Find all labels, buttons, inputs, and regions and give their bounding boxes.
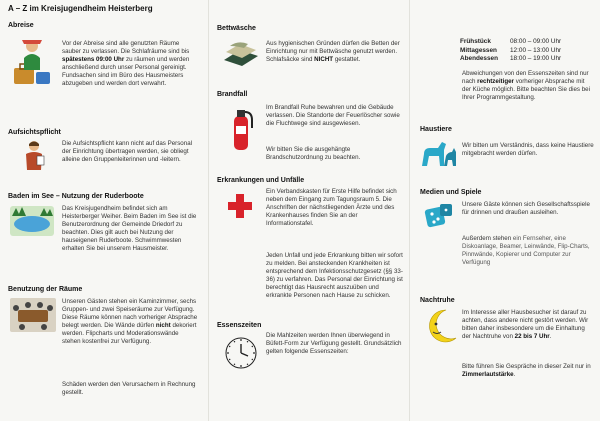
- heading-bettwaesche: Bettwäsche: [217, 25, 256, 32]
- heading-medien: Medien und Spiele: [420, 189, 482, 196]
- text-unfall-melden: Jeden Unfall und jede Erkrankung bitten wir sofort zu melden. Bei ansteckenden Krankheiten ist entsprechend dem Infektionsschutzgesetz (§§ 33-36) zu verfahren. Das Personal der Einrichtung ist berechtigt das Hausrecht auszuüben und erkrankte Personen nach Hause zu schicken.: [266, 252, 403, 299]
- text-abreise-bold: spätestens 09:00 Uhr: [62, 56, 125, 63]
- clock-icon: [224, 336, 258, 370]
- text-medien-geraete-liste: ein Fernseher, eine Diskoanlage, Beamer, Leinwände, Flip-Charts, Pinnwände, Kopierer und Computer zur Verfügung: [462, 235, 590, 266]
- game-dice-icon: [424, 202, 454, 230]
- heading-aufsichtspflicht: Aufsichtspflicht: [8, 129, 61, 136]
- text-raeume-schaeden: Schäden werden den Verursachern in Rechnung gestellt.: [62, 381, 196, 396]
- text-medien-geraete: Außerdem stehen ein Fernseher, eine Diskoanlage, Beamer, Leinwände, Flip-Charts, Pinnwände, Kopierer und Computer zur Verfügung: [462, 235, 590, 266]
- text-abweichungen-bold: rechtzeitiger: [477, 78, 514, 85]
- text-brandschutzordnung: Wir bitten Sie die ausgehängte Brandschutzordnung zu beachten.: [266, 146, 361, 161]
- heading-essenszeiten: Essenszeiten: [217, 322, 262, 329]
- pets-icon: [418, 138, 458, 168]
- text-bettwaesche-bold: NICHT: [314, 56, 334, 63]
- schedule-row: Abendessen 18:00 – 19:00 Uhr: [460, 55, 562, 63]
- first-aid-cross-icon: [226, 192, 254, 220]
- schedule-row: Frühstück 08:00 – 09:00 Uhr: [460, 38, 562, 45]
- heading-nachtruhe: Nachtruhe: [420, 297, 455, 304]
- bedding-icon: [222, 38, 260, 68]
- text-brandfall: Im Brandfall Ruhe bewahren und die Gebäude verlassen. Die Standorte der Feuerlöscher sowie die Fluchtwege sind ausgewiesen.: [266, 104, 400, 127]
- heading-brandfall: Brandfall: [217, 91, 248, 98]
- text-medien-spiele: Unsere Gäste können sich Gesellschaftsspiele für drinnen und draußen ausleihen.: [462, 201, 590, 216]
- text-raeume: Unseren Gästen stehen ein Kaminzimmer, sechs Gruppen- und zwei Speiseräume zur Verfügung. Diese Räume können nach vorheriger Absprache belegt werden. Die Wände dürfen nicht dekoriert werden. Flipcharts und Moderationswände stehen kostenfrei zur Verfügung.: [62, 298, 198, 345]
- fold-line: [409, 0, 410, 421]
- moon-icon: [424, 308, 458, 346]
- fire-extinguisher-icon: [228, 104, 254, 152]
- heading-erkrankungen: Erkrankungen und Unfälle: [217, 177, 305, 184]
- lake-icon: [10, 206, 54, 236]
- text-erkrankungen: Ein Verbandskasten für Erste Hilfe befindet sich neben dem Eingang zum Tagungsraum 5. Die Anschriften der nächstliegenden Ärzte und des Krankenhauses finden Sie an der Informationstafel.: [266, 188, 397, 227]
- meeting-room-icon: [10, 298, 56, 332]
- text-zimmerlautstaerke: Bitte führen Sie Gespräche in dieser Zeit nur in Zimmerlautstärke.: [462, 363, 591, 378]
- text-abreise: Vor der Abreise sind alle genutzten Räume sauber zu verlassen. Die Schlafräume sind bis spätestens 09:00 Uhr zu räumen und werden anschließend durch unser Personal gereinigt. Fundsachen sind im Büro des Hausmeisters abzugeben und werden dort verwahrt.: [62, 40, 190, 87]
- teacher-icon: [22, 140, 46, 174]
- text-zimmerlautstaerke-bold: Zimmerlautstärke: [462, 371, 514, 378]
- text-bettwaesche: Aus hygienischen Gründen dürfen die Betten der Einrichtung nur mit Bettwäsche genutzt werden. Schlafsäcke sind NICHT gestattet.: [266, 40, 400, 63]
- text-essenszeiten: Die Mahlzeiten werden Ihnen überwiegend in Büfett-Form zur Verfügung gestellt. Grundsätzlich gelten folgende Essenszeiten:: [266, 332, 402, 355]
- heading-raeume: Benutzung der Räume: [8, 286, 83, 293]
- heading-haustiere: Haustiere: [420, 126, 452, 133]
- text-haustiere: Wir bitten um Verständnis, dass keine Haustiere mitgebracht werden dürfen.: [462, 142, 594, 157]
- page-title: A – Z im Kreisjugendheim Heisterberg: [8, 4, 153, 13]
- heading-abreise: Abreise: [8, 22, 34, 29]
- fold-line: [208, 0, 209, 421]
- schedule-row: Mittagessen 12:00 – 13:00 Uhr: [460, 46, 562, 54]
- text-aufsichtspflicht: Die Aufsichtspflicht kann nicht auf das Personal der Einrichtung übertragen werden, sie obliegt alleine den Gruppenleiterinnen und -leitern.: [62, 140, 193, 163]
- text-baden: Das Kreisjugendheim befindet sich am Heisterberger Weiher. Beim Baden im See ist die Benutzerordnung der Gemeinde Driedorf zu beachten. Dies gilt auch bei Nutzung der hauseigenen Ruderboote. Schwimmwesten erhalten Sie bei unserem Hausmeister.: [62, 205, 197, 252]
- heading-baden: Baden im See – Nutzung der Ruderboote: [8, 193, 144, 200]
- text-abweichungen: Abweichungen von den Essenszeiten sind nur nach rechtzeitiger vorheriger Absprache mit der Küche möglich. Bitte beachten Sie dies bei Ihrer Programmgestaltung.: [462, 70, 590, 101]
- traveler-suitcase-icon: [10, 38, 54, 88]
- text-raeume-bold: nicht: [155, 322, 171, 329]
- meal-schedule: [460, 38, 561, 64]
- text-nachtruhe-bold: 22 bis 7 Uhr: [514, 333, 550, 340]
- text-nachtruhe: Im Interesse aller Hausbesucher ist darauf zu achten, dass andere nicht gestört werden. Wir bitten daher insbesondere um die Einhaltung der Nachtruhe von 22 bis 7 Uhr.: [462, 309, 589, 340]
